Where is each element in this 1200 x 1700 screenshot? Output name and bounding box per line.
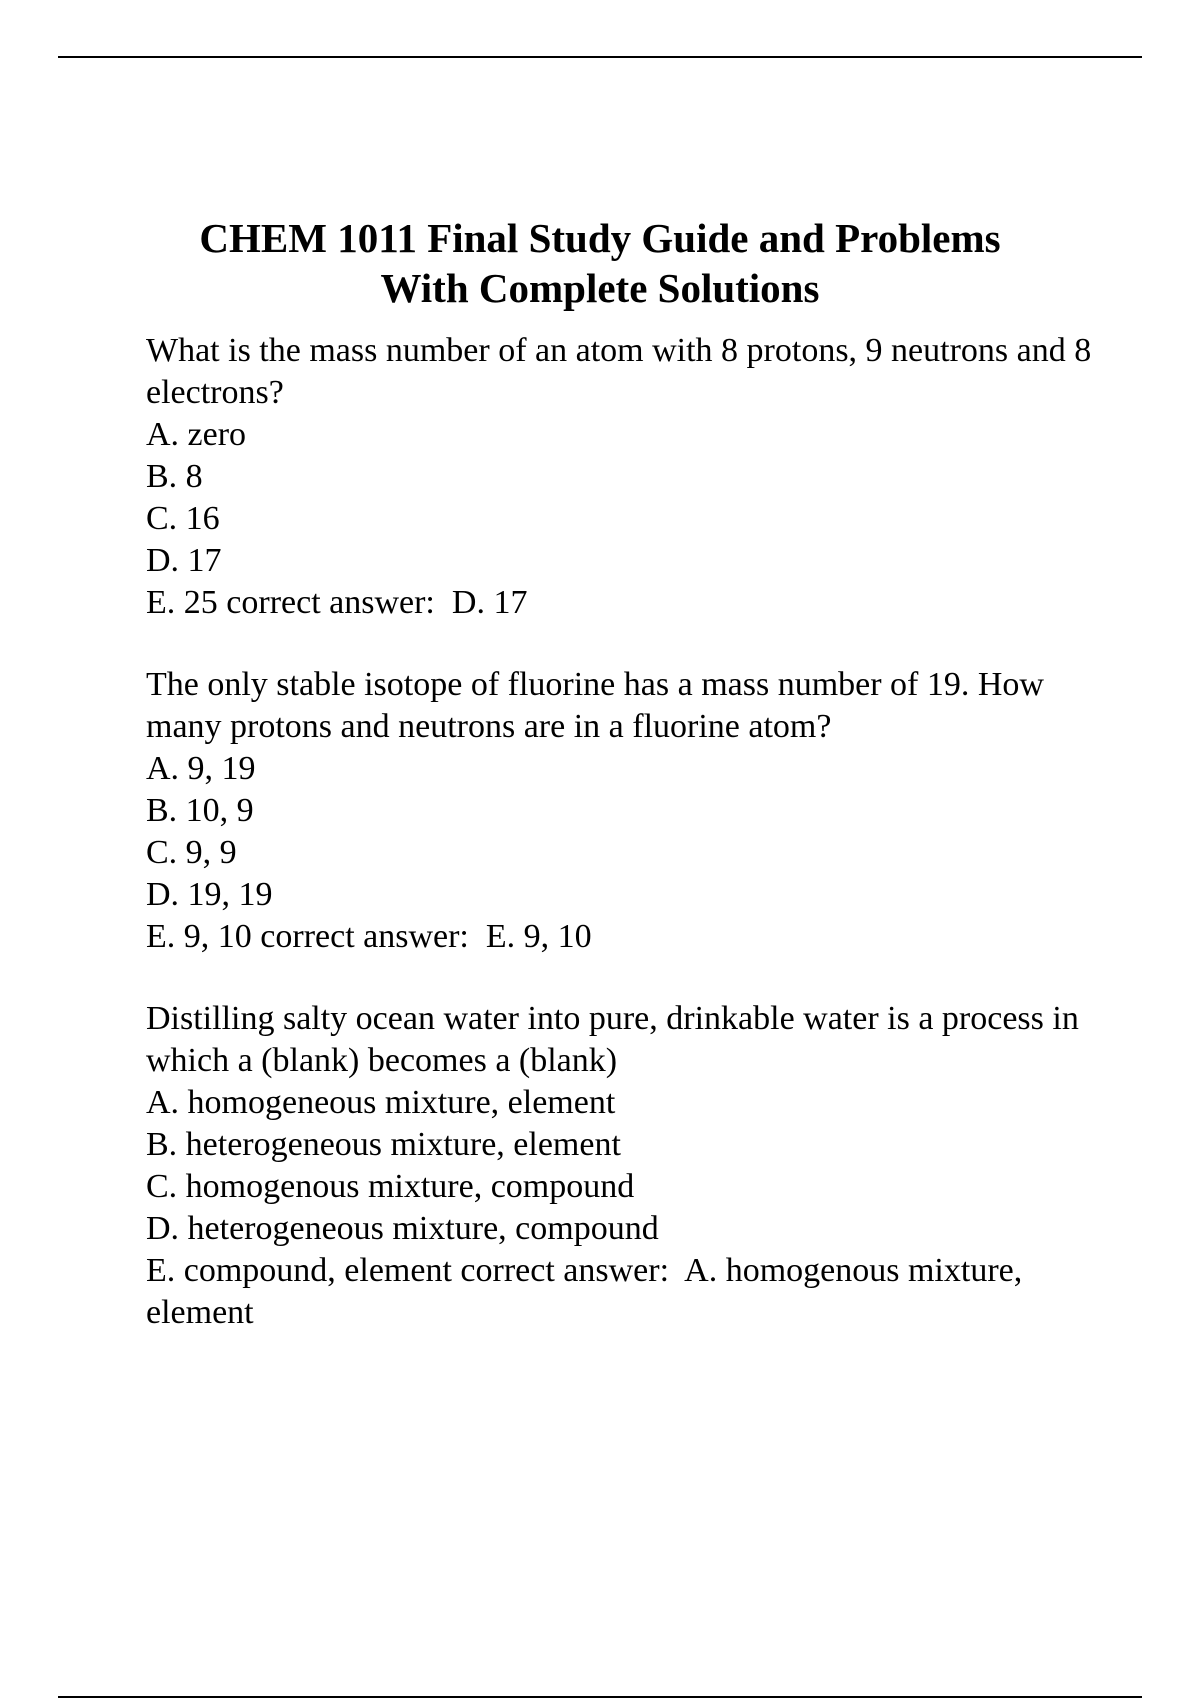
answer-label: correct answer: (460, 1252, 670, 1289)
top-divider (58, 56, 1142, 58)
correct-answer: E. 9, 10 (485, 918, 592, 955)
bottom-divider (58, 1696, 1142, 1698)
question-2 (146, 664, 1106, 958)
option-e: E. 25 (146, 584, 218, 621)
option-d: D. 17 (146, 542, 222, 579)
option-b: B. 8 (146, 458, 203, 495)
option-d: D. heterogeneous mixture, compound (146, 1210, 659, 1247)
option-a: A. 9, 19 (146, 750, 256, 787)
question-3 (146, 998, 1106, 1334)
option-a: A. homogeneous mixture, element (146, 1084, 616, 1121)
option-d: D. 19, 19 (146, 876, 273, 913)
title-line-2: With Complete Solutions (380, 265, 820, 312)
option-c: C. homogenous mixture, compound (146, 1168, 635, 1205)
question-text: Distilling salty ocean water into pure, drinkable water is a process in which a (blank) becomes a (blank) (146, 1000, 1079, 1079)
answer-label: correct answer: (260, 918, 469, 955)
option-e-with-answer (146, 1250, 1106, 1334)
option-c: C. 16 (146, 500, 220, 537)
correct-answer: A. homogenous mixture, element (146, 1252, 1023, 1331)
option-e-with-answer (146, 916, 1106, 958)
correct-answer: D. 17 (451, 584, 528, 621)
question-text: What is the mass number of an atom with 8 protons, 9 neutrons and 8 electrons? (146, 332, 1092, 411)
question-1 (146, 330, 1106, 624)
title-line-1: CHEM 1011 Final Study Guide and Problems (199, 215, 1001, 262)
option-c: C. 9, 9 (146, 834, 237, 871)
option-a: A. zero (146, 416, 247, 453)
option-e-with-answer (146, 582, 1106, 624)
option-b: B. 10, 9 (146, 792, 254, 829)
question-text: The only stable isotope of fluorine has a mass number of 19. How many protons and neutrons are in a fluorine atom? (146, 666, 1044, 745)
question-list (146, 330, 1106, 1374)
answer-label: correct answer: (226, 584, 435, 621)
option-e: E. 9, 10 (146, 918, 252, 955)
option-e: E. compound, element (146, 1252, 452, 1289)
option-b: B. heterogeneous mixture, element (146, 1126, 621, 1163)
page-title (100, 213, 1100, 313)
